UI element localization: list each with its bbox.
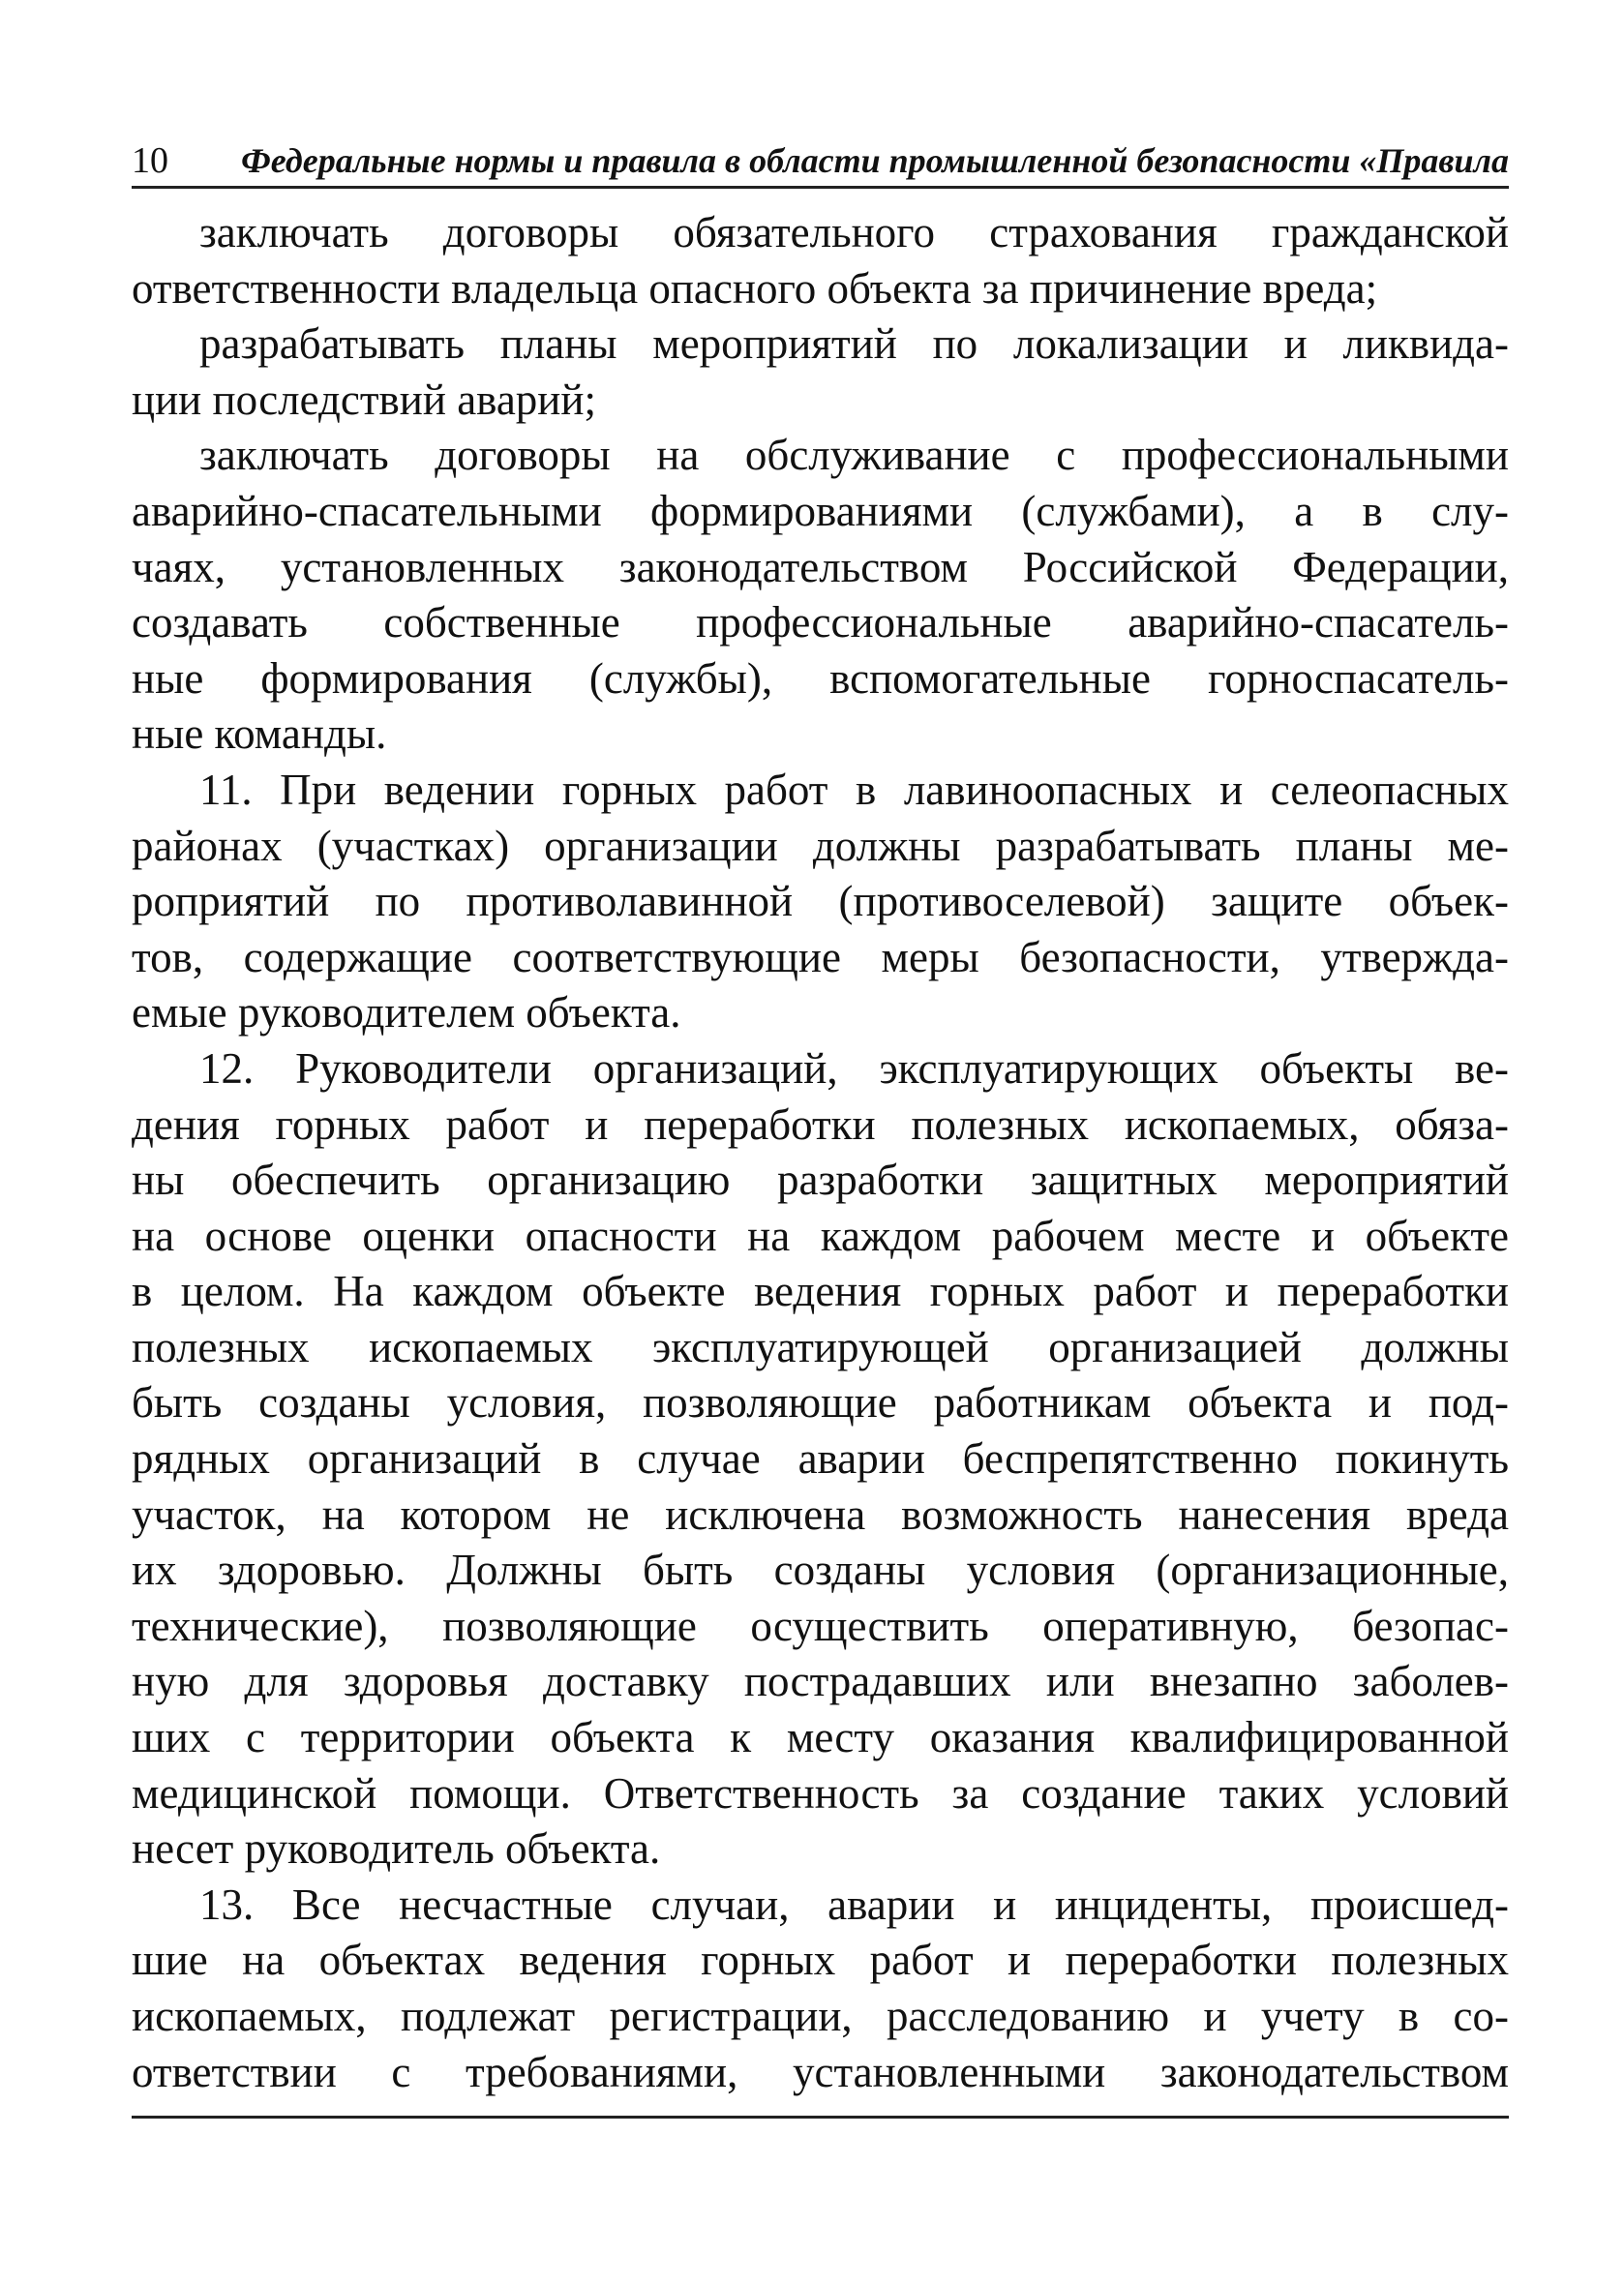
text-line: емые руководителем объекта. — [132, 988, 681, 1038]
text-line: ших с территории объекта к месту оказания квалифицированной — [132, 1713, 1509, 1762]
text-line: дения горных работ и переработки полезных ископаемых, обяза- — [132, 1099, 1509, 1149]
text-line: ны обеспечить организацию разработки защитных мероприятий — [132, 1156, 1509, 1205]
text-line: ную для здоровья доставку пострадавших или внезапно заболев- — [132, 1657, 1509, 1706]
text-line: ответственности владельца опасного объекта за причинение вреда; — [132, 263, 1378, 313]
text-line: тов, содержащие соответствующие меры безопасности, утвержда- — [132, 932, 1509, 981]
text-line: ции последствий аварий; — [132, 375, 596, 424]
text-line: районах (участках) организации должны разрабатывать планы ме- — [132, 821, 1509, 870]
text-line: создавать собственные профессиональные аварийно-спасатель- — [132, 598, 1509, 647]
text-line: их здоровью. Должны быть созданы условия (организационные, — [132, 1546, 1509, 1595]
text-line: ответствии с требованиями, установленными законодательством — [132, 2047, 1509, 2096]
text-line: 13. Все несчастные случаи, аварии и инциденты, происшед- — [199, 1880, 1509, 1929]
text-line: 12. Руководители организаций, эксплуатирующих объекты ве- — [199, 1043, 1509, 1093]
text-line: медицинской помощи. Ответственность за создание таких условий — [132, 1768, 1509, 1818]
page-number: 10 — [132, 140, 168, 181]
text-line: роприятий по противолавинной (противоселевой) защите объек- — [132, 877, 1509, 926]
text-line: 11. При ведении горных работ в лавиноопасных и селеопасных — [199, 765, 1509, 814]
text-line: ные формирования (службы), вспомогательные горноспасатель- — [132, 653, 1509, 703]
text-line: шие на объектах ведения горных работ и переработки полезных — [132, 1936, 1509, 1985]
bottom-rule — [132, 2116, 1509, 2119]
text-line: чаях, установленных законодательством Российской Федерации, — [132, 542, 1509, 591]
body-text — [132, 205, 1509, 2100]
text-line: заключать договоры обязательного страхования гражданской — [199, 208, 1509, 256]
page-header — [132, 135, 1509, 189]
running-title: Федеральные нормы и правила в области промышленной безопасности «Правила — [241, 141, 1509, 180]
text-line: разрабатывать планы мероприятий по локализации и ликвида- — [199, 319, 1509, 369]
text-line: ископаемых, подлежат регистрации, расследованию и учету в со- — [132, 1992, 1509, 2040]
text-line: технические), позволяющие осуществить оперативную, безопас- — [132, 1601, 1509, 1650]
text-line: быть созданы условия, позволяющие работникам объекта и под- — [132, 1378, 1509, 1428]
text-line: ные команды. — [132, 709, 387, 759]
text-line: на основе оценки опасности на каждом рабочем месте и объекте — [132, 1211, 1509, 1260]
text-line: несет руководитель объекта. — [132, 1824, 661, 1874]
text-line: рядных организаций в случае аварии беспрепятственно покинуть — [132, 1434, 1509, 1484]
text-line: в целом. На каждом объекте ведения горных работ и переработки — [132, 1267, 1509, 1316]
text-line: участок, на котором не исключена возможность нанесения вреда — [132, 1489, 1509, 1539]
text-line: заключать договоры на обслуживание с профессиональными — [199, 431, 1509, 480]
text-line: аварийно-спасательными формированиями (службами), а в слу- — [132, 486, 1509, 535]
text-line: полезных ископаемых эксплуатирующей организацией должны — [132, 1322, 1509, 1371]
